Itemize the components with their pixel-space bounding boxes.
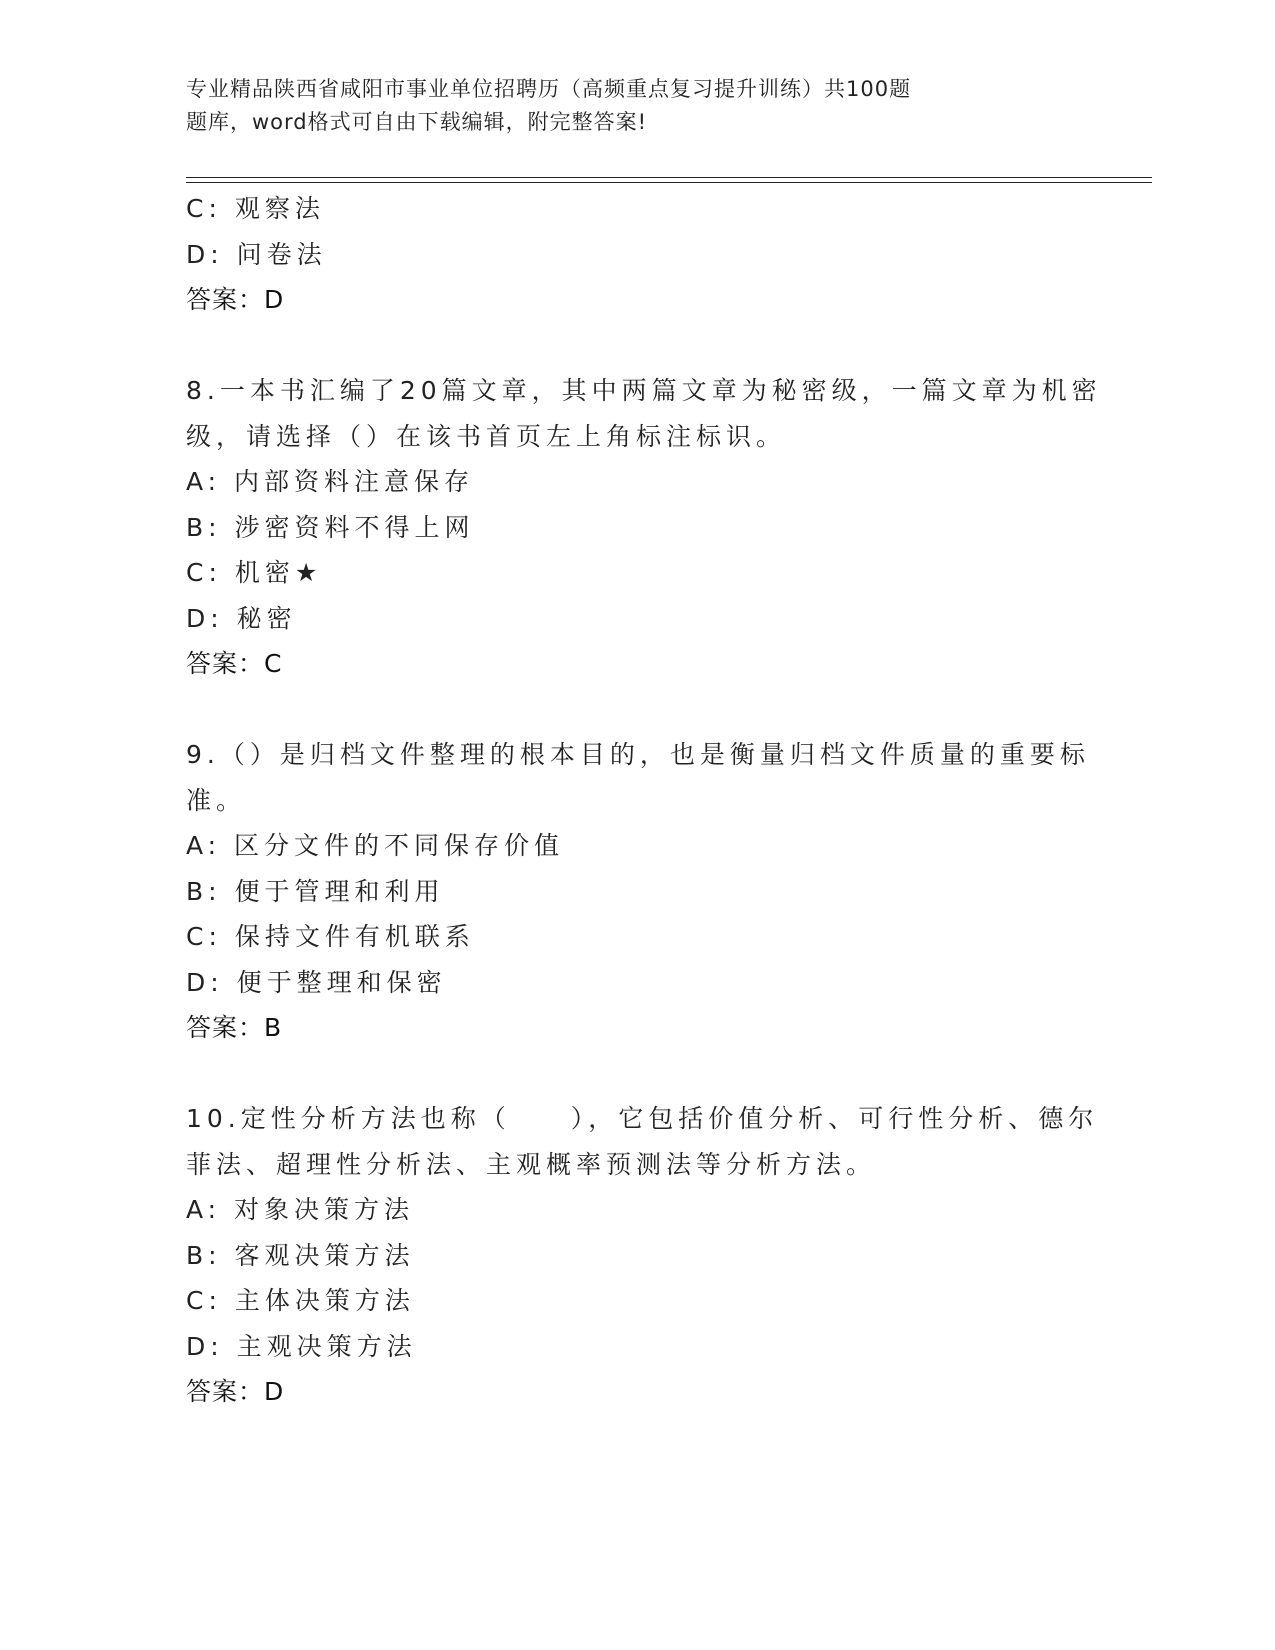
option-d: D: 问卷法 [186, 239, 327, 269]
answer-line: 答案：B [186, 1013, 283, 1042]
question-stem-line: 准。 [186, 785, 247, 815]
option-a: A: 对象决策方法 [186, 1195, 415, 1224]
option-a: A: 区分文件的不同保存价值 [186, 831, 565, 860]
answer-line: 答案：D [186, 1377, 285, 1406]
header-divider-top [186, 177, 1152, 178]
question-stem-line: 级，请选择（）在该书首页左上角标注标识。 [186, 421, 787, 451]
question-spacer [186, 323, 1086, 369]
header-divider-bottom [186, 182, 1152, 183]
question-stem-line: 菲法、超理性分析法、主观概率预测法等分析方法。 [186, 1149, 877, 1179]
option-c: C: 主体决策方法 [186, 1286, 415, 1315]
header-title-line-2: 题库，word格式可自由下载编辑，附完整答案! [186, 110, 648, 134]
option-d: D: 主观决策方法 [186, 1331, 417, 1361]
option-b: B: 涉密资料不得上网 [186, 512, 475, 542]
option-b: B: 便于管理和利用 [186, 876, 445, 906]
question-8 [186, 368, 1102, 687]
question-stem-line: 8.一本书汇编了20篇文章，其中两篇文章为秘密级，一篇文章为机密 [186, 376, 1102, 405]
answer-line: 答案：C [186, 649, 283, 678]
answer-line: 答案：D [186, 285, 285, 314]
question-spacer [186, 1051, 1086, 1097]
question-stem-line: 9.（）是归档文件整理的根本目的，也是衡量归档文件质量的重要标 [186, 740, 1090, 769]
option-d: D: 便于整理和保密 [186, 967, 447, 997]
option-d: D: 秘密 [186, 603, 297, 633]
question-10 [186, 1096, 1099, 1415]
option-a: A: 内部资料注意保存 [186, 467, 475, 496]
header-title-line-1: 专业精品陕西省咸阳市事业单位招聘历（高频重点复习提升训练）共100题 [186, 77, 912, 101]
question-stem-line: 10.定性分析方法也称（ ），它包括价值分析、可行性分析、德尔 [186, 1104, 1099, 1133]
option-c: C: 保持文件有机联系 [186, 922, 475, 951]
question-7-tail [186, 186, 1086, 323]
option-b: B: 客观决策方法 [186, 1240, 415, 1270]
question-list [186, 186, 1102, 1415]
question-spacer [186, 687, 1086, 733]
question-9 [186, 732, 1090, 1051]
document-header [186, 73, 1016, 139]
option-c: C: 观察法 [186, 194, 325, 223]
option-c: C: 机密★ [186, 558, 323, 587]
